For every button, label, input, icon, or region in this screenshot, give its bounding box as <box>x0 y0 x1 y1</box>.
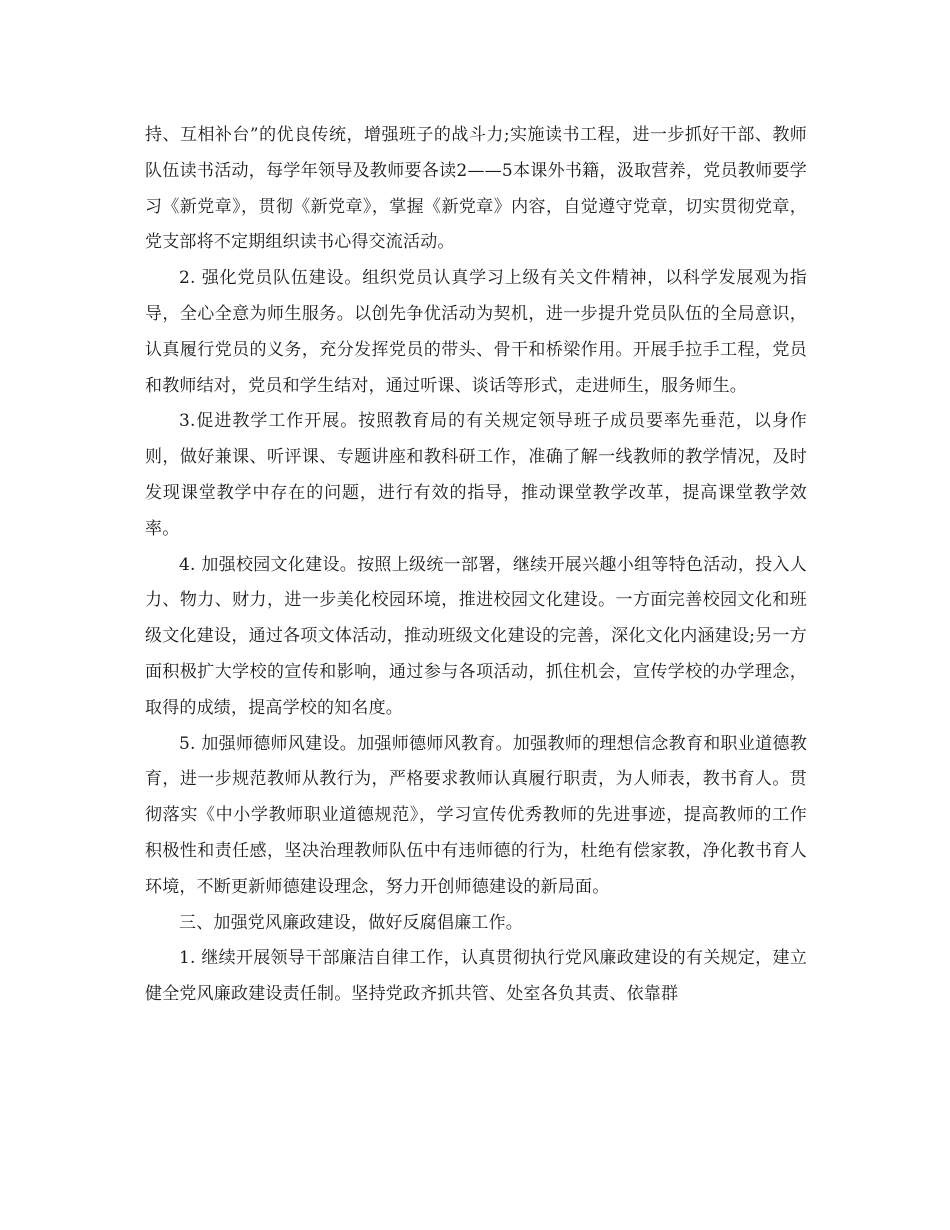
document-page <box>145 118 807 1013</box>
section-heading-anti-corruption: 三、加强党风廉政建设，做好反腐倡廉工作。 <box>179 912 523 933</box>
paragraph-party-member-team: 2. 强化党员队伍建设。组织党员认真学习上级有关文件精神，以科学发展观为指导，全心全意为师生服务。以创先争优活动为契机，进一步提升党员队伍的全局意识，认真履行党员的义务，充分发挥党员的带头、骨干和桥梁作用。开展手拉手工程，党员和教师结对，党员和学生结对，通过听课、谈话等形式，走进师生，服务师生。 <box>145 268 807 396</box>
paragraph-self-discipline: 1. 继续开展领导干部廉洁自律工作，认真贯彻执行党风廉政建设的有关规定，建立健全党风廉政建设责任制。坚持党政齐抓共管、处室各负其责、依靠群 <box>145 948 807 1005</box>
paragraph-teacher-ethics: 5. 加强师德师风建设。加强师德师风教育。加强教师的理想信念教育和职业道德教育，进一步规范教师从教行为，严格要求教师认真履行职责，为人师表，教书育人。贯彻落实《中小学教师职业道德规范》，学习宣传优秀教师的先进事迹，提高教师的工作积极性和责任感，坚决治理教师队伍中有违师德的行为，杜绝有偿家教，净化教书育人环境，不断更新师德建设理念，努力开创师德建设的新局面。 <box>145 733 807 897</box>
paragraph-reading-project-continued: 持、互相补台”的优良传统，增强班子的战斗力;实施读书工程，进一步抓好干部、教师队伍读书活动，每学年领导及教师要各读2——5本课外书籍，汲取营养，党员教师要学习《新党章》，贯彻《新党章》，掌握《新党章》内容，自觉遵守党章，切实贯彻党章，党支部将不定期组织读书心得交流活动。 <box>145 125 807 253</box>
paragraph-teaching-work: 3.促进教学工作开展。按照教育局的有关规定领导班子成员要率先垂范，以身作则，做好兼课、听评课、专题讲座和教科研工作，准确了解一线教师的教学情况，及时发现课堂教学中存在的问题，进行有效的指导，推动课堂教学改革，提高课堂教学效率。 <box>145 411 807 539</box>
paragraph-campus-culture: 4. 加强校园文化建设。按照上级统一部署，继续开展兴趣小组等特色活动，投入人力、物力、财力，进一步美化校园环境，推进校园文化建设。一方面完善校园文化和班级文化建设，通过各项文体活动，推动班级文化建设的完善，深化文化内涵建设;另一方面积极扩大学校的宣传和影响，通过参与各项活动，抓住机会，宣传学校的办学理念，取得的成绩，提高学校的知名度。 <box>145 554 807 718</box>
